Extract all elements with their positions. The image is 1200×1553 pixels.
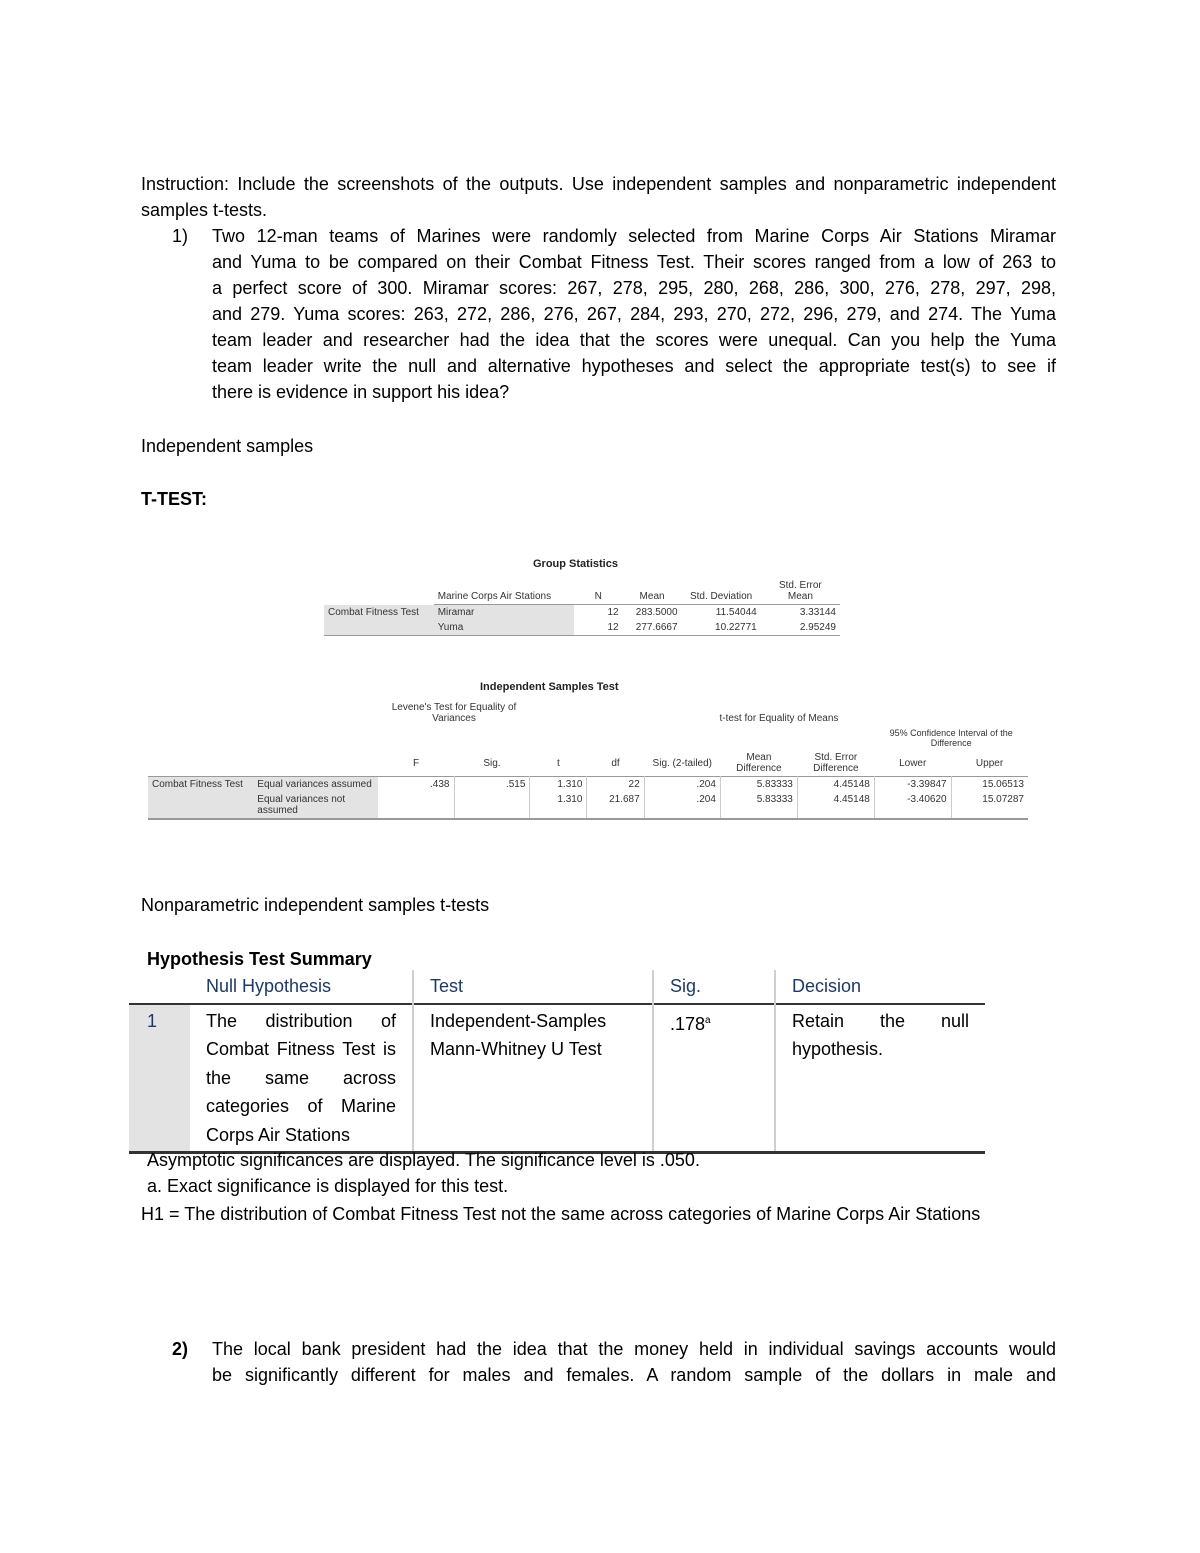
q1-line: and 279. Yuma scores: 263, 272, 286, 276, 267, 284, 293, 270, 272, 296, 279, and 274. The Yuma [212,304,1056,324]
hts-null-line: categories of Marine [206,1096,396,1116]
gs-variable: Combat Fitness Test [324,605,434,621]
hts-test-line: Mann-Whitney U Test [430,1039,602,1059]
q1-line: and Yuma to be compared on their Combat Fitness Test. Their scores ranged from a low of 263 to [212,252,1056,272]
ist-row-label: Equal variances not assumed [253,792,378,819]
question-2-number: 2) [172,1339,189,1359]
q1-line: a perfect score of 300. Miramar scores: 267, 278, 295, 280, 268, 286, 300, 276, 278, 297, 298, [212,278,1056,298]
q1-line: Two 12-man teams of Marines were randomly selected from Marine Corps Air Stations Miramar [212,226,1056,246]
question-2-body [212,1336,1056,1388]
ist-cell: 4.45148 [797,777,874,793]
section-ttest: T-TEST: [141,489,207,509]
gs-cell: Miramar [434,605,574,621]
gs-cell: Yuma [434,620,574,636]
hts-null-line: Corps Air Stations [206,1124,351,1145]
gs-cell: 283.5000 [635,607,678,618]
gs-header-group: Marine Corps Air Stations [434,578,574,605]
gs-cell: 11.54044 [715,607,757,618]
ist-cell: .204 [644,792,720,819]
hts-header-test: Test [413,970,653,1004]
ist-cell: 15.07287 [982,794,1024,805]
instruction-paragraph [141,171,1056,223]
hts-sig-value: .178 [670,1013,706,1034]
gs-cell: 3.33144 [799,607,836,618]
hts-test-cell [413,1004,653,1153]
ist-cell: 1.310 [530,777,587,793]
ist-col-f: F [412,757,420,769]
table-row [324,620,840,636]
ist-cell: 1.310 [530,792,587,819]
group-stats-table [324,578,840,636]
gs-header-n: N [574,578,623,605]
ist-cell: 5.83333 [720,777,797,793]
table-row [148,777,1028,793]
gs-header-sd: Std. Deviation [682,578,761,605]
question-1 [172,223,1056,413]
ist-cell: 5.83333 [720,792,797,819]
hts-null-line: The distribution of [206,1010,396,1031]
section-independent-samples: Independent samples [141,436,314,456]
hts-null-cell [190,1004,413,1153]
ist-col-df: df [611,757,620,769]
ist-cell: 21.687 [587,792,644,819]
ist-ttest-header: t-test for Equality of Means [719,713,839,724]
ist-cell: .204 [644,777,720,793]
gs-header-se-bottom: Mean [787,591,813,602]
q2-line: The local bank president had the idea that the money held in individual savings accounts would [212,1339,1056,1359]
q2-line: be significantly different for males and females. A random sample of the dollars in male and [212,1365,1056,1385]
instruction-text: Instruction: Include the screenshots of the outputs. Use independent samples and nonparametric independent samples t-tests. [141,174,1056,220]
ist-cell: 15.06513 [982,779,1024,790]
gs-cell: 12 [607,607,619,618]
hts-null-line: Combat Fitness Test is [206,1039,396,1059]
hts-footnote-2: a. Exact significance is displayed for this test. [147,1176,509,1196]
ist-variable: Combat Fitness Test [148,777,253,793]
independent-samples-table [148,700,1028,820]
gs-header-se-top: Std. Error [778,580,822,591]
ist-cell: .438 [378,777,454,793]
gs-cell: 2.95249 [799,622,836,633]
ist-cell: 4.45148 [797,792,874,819]
ist-levene-header: Levene's Test for Equality of Variances [391,702,517,724]
table-row [324,605,840,621]
hts-decision-line: hypothesis. [792,1039,884,1059]
gs-cell: 277.6667 [635,622,678,633]
hts-sig-cell [653,1004,775,1153]
hts-header-null: Null Hypothesis [190,970,413,1004]
ist-col-md: Mean Difference [736,752,782,774]
hts-header-decision: Decision [792,976,862,996]
h1-statement: H1 = The distribution of Combat Fitness Test not the same across categories of Marine Corps Air Stations [141,1204,981,1224]
hts-decision-line: Retain the null [792,1010,969,1031]
table-row [129,1004,985,1153]
gs-cell: 10.22771 [715,622,757,633]
question-1-number: 1) [172,226,189,246]
q1-line: team leader write the null and alternative hypotheses and select the appropriate test(s) to see if [212,356,1056,376]
ist-col-sed: Std. Error Difference [813,752,859,774]
hts-title: Hypothesis Test Summary [147,949,372,969]
question-1-body [212,223,1056,405]
q1-line: there is evidence in support his idea? [212,382,510,402]
q1-line: team leader and researcher had the idea that the scores were unequal. Can you help the Yuma [212,330,1056,350]
ist-col-upper: Upper [975,757,1004,769]
group-stats-title: Group Statistics [533,558,618,570]
gs-header-se [761,578,840,605]
gs-cell: 12 [607,622,619,633]
hypothesis-test-table [129,970,985,1154]
hts-test-line: Independent-Samples [430,1010,607,1031]
hts-decision-cell [775,1004,985,1153]
ist-cell: -3.40620 [874,792,951,819]
ist-title: Independent Samples Test [480,681,619,693]
ist-ci-header: 95% Confidence Interval of the Difference [889,728,1013,748]
ist-col-sig: Sig. [483,757,501,769]
hts-header-sig: Sig. [653,970,775,1004]
hts-sig-note: a [705,1014,711,1026]
ist-cell [378,792,454,819]
ist-cell: -3.39847 [874,777,951,793]
ist-col-sig2: Sig. (2-tailed) [652,757,713,769]
table-row [148,792,1028,819]
ist-cell: 22 [587,777,644,793]
hts-row-number: 1 [129,1004,190,1153]
hts-null-line: the same across [206,1067,396,1088]
ist-cell [454,792,530,819]
ist-cell: .515 [454,777,530,793]
gs-header-mean: Mean [623,578,682,605]
ist-row-label: Equal variances assumed [253,777,378,793]
ist-col-t: t [557,757,560,769]
hts-footnote-1: Asymptotic significances are displayed. The significance level is .050. [147,1150,700,1170]
section-nonparametric: Nonparametric independent samples t-tests [141,895,490,915]
ist-col-lower: Lower [899,757,927,769]
